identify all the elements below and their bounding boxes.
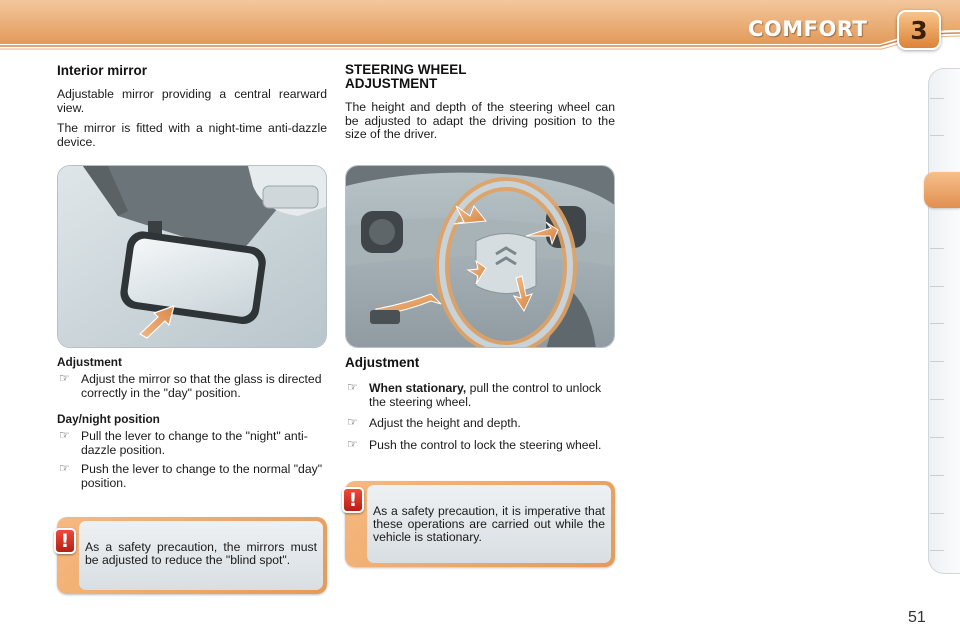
tab-divider: [930, 323, 944, 324]
bullet-text: pull the control to unlock the steering wheel.: [369, 381, 602, 409]
paragraph: Adjustable mirror providing a central rearward view.: [57, 87, 327, 115]
subheading: Day/night position: [57, 412, 160, 426]
tab-divider: [930, 513, 944, 514]
tab-divider: [930, 98, 944, 99]
interior-mirror-intro: [57, 63, 327, 156]
tab-divider: [930, 550, 944, 551]
section-title: [345, 63, 615, 91]
bullet-list: [57, 430, 327, 490]
interior-mirror-illustration: [57, 165, 327, 348]
safety-note-body: [367, 485, 611, 563]
tab-divider: [930, 361, 944, 362]
safety-note-body: [79, 521, 323, 590]
subheading: Adjustment: [57, 355, 122, 369]
title-line: STEERING WHEEL: [345, 62, 467, 77]
tab-divider: [930, 437, 944, 438]
tab-divider: [930, 248, 944, 249]
title-line: ADJUSTMENT: [345, 76, 438, 91]
list-item: [57, 463, 327, 490]
page-number: 51: [908, 609, 926, 626]
steering-wheel-intro: [345, 63, 615, 149]
list-item: [345, 436, 615, 453]
chapter-tab-strip: [928, 68, 960, 574]
exclamation-icon: !: [342, 487, 364, 513]
hand-pointer-icon: ☞: [59, 371, 70, 385]
list-item: [57, 430, 327, 457]
chapter-title: COMFORT: [748, 17, 868, 41]
bullet-list: [57, 373, 327, 400]
bullet-text: Adjust the mirror so that the glass is directed correctly in the "day" position.: [81, 372, 322, 400]
chapter-tab-active[interactable]: [924, 172, 960, 208]
chapter-badge[interactable]: [897, 10, 941, 50]
safety-note-mirror: [57, 517, 327, 594]
tab-divider: [930, 286, 944, 287]
steering-wheel-illustration: [345, 165, 615, 348]
list-item: [57, 373, 327, 400]
steering-wheel-adjustment: [345, 355, 615, 458]
bullet-list: [345, 382, 615, 452]
hand-pointer-icon: ☞: [347, 436, 358, 451]
hand-pointer-icon: ☞: [59, 461, 70, 475]
hand-pointer-icon: ☞: [347, 380, 358, 394]
subheading: Adjustment: [345, 355, 420, 370]
paragraph: The mirror is fitted with a night-time anti-dazzle device.: [57, 121, 327, 149]
tab-divider: [930, 399, 944, 400]
paragraph: The height and depth of the steering wheel can be adjusted to adapt the driving position to the size of the driver.: [345, 100, 615, 141]
list-item: [345, 417, 615, 431]
bullet-text-bold: When stationary,: [369, 381, 467, 395]
tab-divider: [930, 135, 944, 136]
bullet-text: Pull the lever to change to the "night" anti-dazzle position.: [81, 429, 308, 457]
hand-pointer-icon: ☞: [347, 415, 358, 429]
bullet-text: Push the control to lock the steering wheel.: [369, 437, 602, 452]
bullet-text: Adjust the height and depth.: [369, 416, 521, 430]
list-item: [345, 382, 615, 409]
bullet-text: Push the lever to change to the normal "day" position.: [81, 462, 323, 490]
interior-mirror-adjustment: [57, 355, 327, 496]
safety-text: As a safety precaution, it is imperative that these operations are carried out while the vehicle is stationary.: [373, 504, 605, 544]
safety-note-steering: [345, 481, 615, 567]
safety-text: As a safety precaution, the mirrors must be adjusted to reduce the "blind spot".: [85, 540, 317, 567]
exclamation-icon: !: [54, 528, 76, 554]
section-title: Interior mirror: [57, 63, 148, 78]
hand-pointer-icon: ☞: [59, 428, 70, 442]
tab-divider: [930, 475, 944, 476]
chapter-number: 3: [910, 15, 928, 45]
